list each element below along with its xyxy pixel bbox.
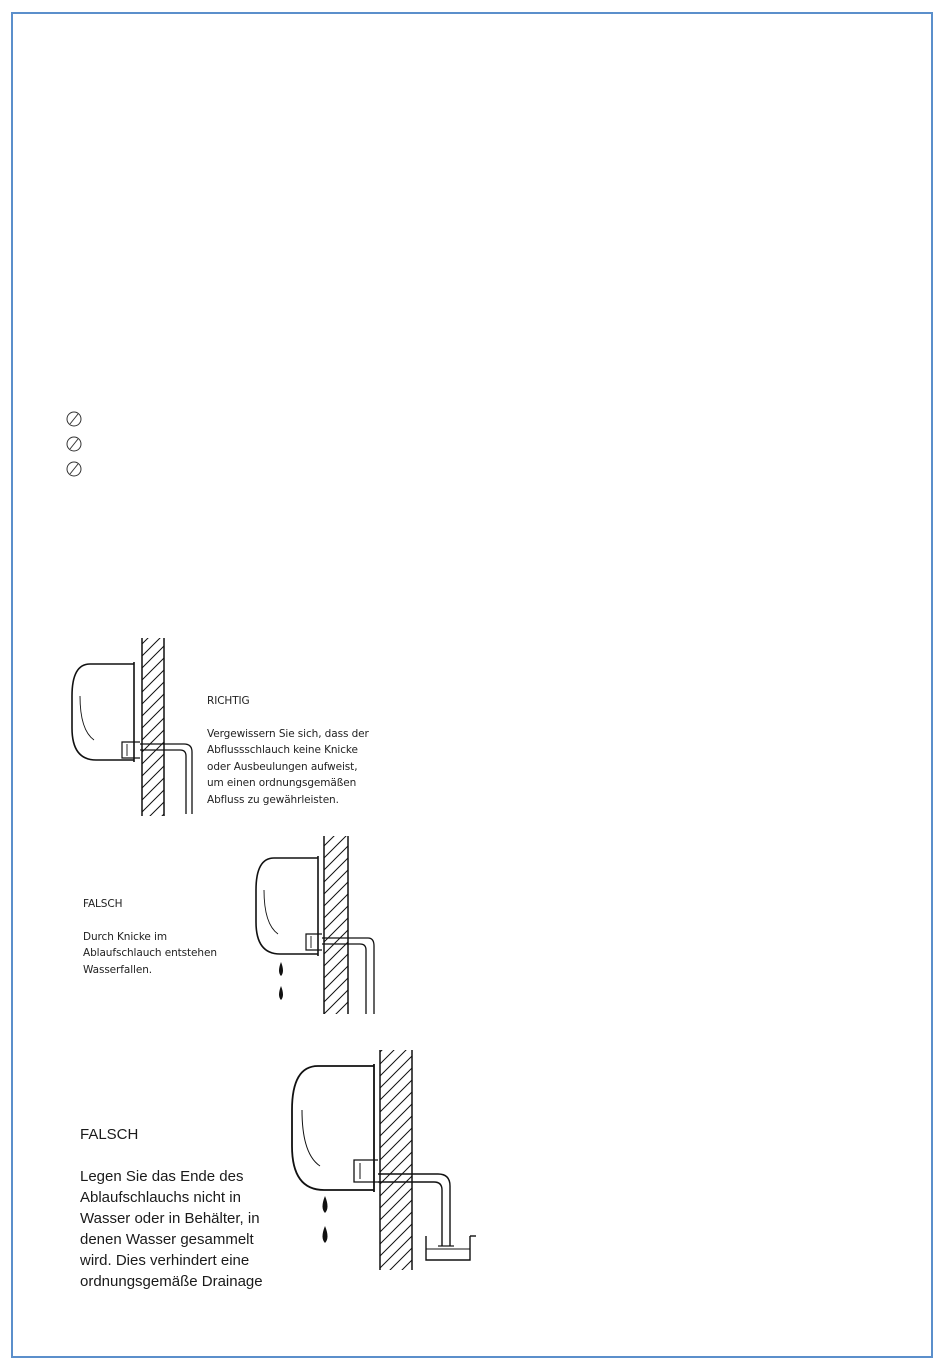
caption-title: FALSCH [83,897,123,910]
caption-text: Vergewissern Sie sich, dass der Abflussschlauch keine Knicke oder Ausbeulungen aufweist, um einen ordnungsgemäßen Abfluss zu gewährleisten. [207,727,369,806]
figure-caption-wrong-container [80,1103,263,1292]
caption-title: FALSCH [80,1126,139,1143]
circle-slash-icon [66,411,82,427]
figure-caption-correct [207,676,369,808]
drain-wrong-kink-illustration [250,836,386,1016]
caption-title: RICHTIG [207,694,250,707]
circle-slash-icon [66,461,82,477]
drain-wrong-container-illustration [286,1050,478,1272]
caption-text: Durch Knicke im Ablaufschlauch entstehen Wasserfallen. [83,930,217,976]
figure-caption-wrong-kink [83,879,217,978]
drain-correct-illustration [66,636,206,818]
circle-slash-icon [66,436,82,452]
caption-text: Legen Sie das Ende des Ablaufschlauchs nicht in Wasser oder in Behälter, in denen Wasser gesammelt wird. Dies verhindert eine ordnungsgemäße Drainage [80,1168,263,1290]
